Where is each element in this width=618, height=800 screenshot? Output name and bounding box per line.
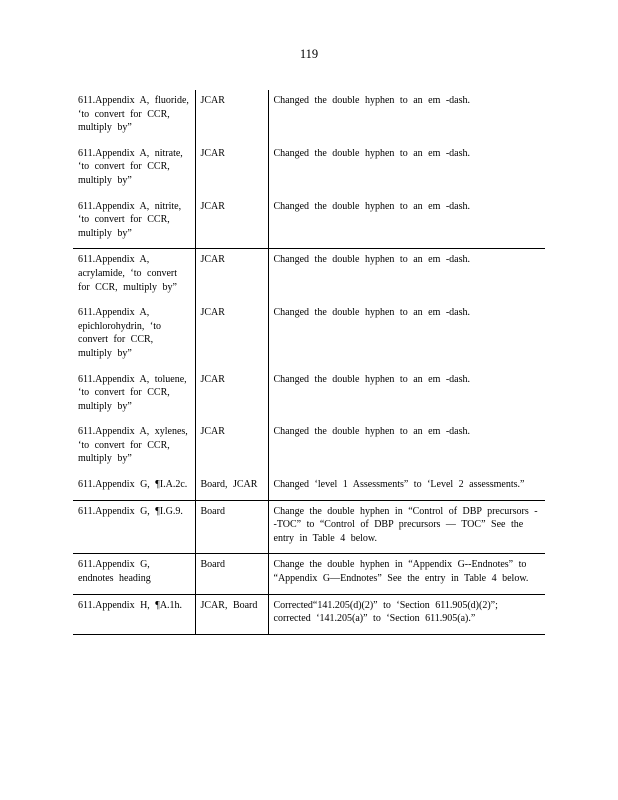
section-cell: 611.Appendix A, xylenes, ‘to convert for CCR, multiply by” [78,426,188,465]
source-cell: Board [195,554,268,594]
section-cell: 611.Appendix H, ¶A.1h. [73,594,195,634]
table-row [73,594,545,634]
page-number: 119 [299,47,319,61]
source-cell: JCAR [195,369,268,422]
section-cell: 611.Appendix A, acrylamide, ‘to convert for CCR, multiply by” [78,254,178,293]
section-cell: 611.Appendix A, epichlorohydrin, ‘to convert for CCR, multiply by” [78,307,161,359]
change-cell: Changed the double hyphen to an em -dash. [268,196,545,249]
table-row [73,196,545,249]
section-cell: 611.Appendix G, ¶I.G.9. [73,500,195,554]
change-cell: Corrected“141.205(d)(2)” to ‘Section 611.905(d)(2)”; corrected ‘141.205(a)” to ‘Section 611.905(a).” [268,594,545,634]
change-cell: Changed the double hyphen to an em -dash. [268,421,545,474]
change-cell: Changed the double hyphen to an em -dash. [268,143,545,196]
table-row [73,249,545,302]
source-cell: Board, JCAR [195,474,268,500]
change-cell: Change the double hyphen in “Control of DBP precursors --TOC” to “Control of DBP precursors — TOC” See the entry in Table 4 below. [268,500,545,554]
section-cell: 611.Appendix A, nitrite, ‘to convert for CCR, multiply by” [73,196,195,249]
table-row [73,500,545,554]
table-row [73,369,545,422]
source-cell: Board [195,500,268,554]
source-cell: JCAR [195,302,268,368]
change-cell: Changed ‘level 1 Assessments” to ‘Level 2 assessments.” [268,474,545,500]
section-cell: 611.Appendix A, toluene, ‘to convert for CCR, multiply by” [78,373,187,412]
source-cell: JCAR [195,196,268,249]
source-cell: JCAR [195,90,268,143]
table-row [73,554,545,594]
source-cell: JCAR [195,421,268,474]
section-cell: 611.Appendix G, ¶I.A.2c. [73,474,195,500]
errata-table [73,90,545,635]
section-cell: 611.Appendix G, endnotes heading [73,554,195,594]
change-cell: Changed the double hyphen to an em -dash. [268,302,545,368]
table-row [73,421,545,474]
table-row [73,90,545,143]
change-cell: Change the double hyphen in “Appendix G--Endnotes” to “Appendix G—Endnotes” See the entry in Table 4 below. [268,554,545,594]
table-row [73,143,545,196]
section-cell: 611.Appendix A, nitrate, ‘to convert for CCR, multiply by” [78,147,183,186]
source-cell: JCAR, Board [195,594,268,634]
change-cell: Changed the double hyphen to an em -dash. [268,369,545,422]
source-cell: JCAR [195,143,268,196]
change-cell: Changed the double hyphen to an em -dash. [268,249,545,302]
section-cell: 611.Appendix A, fluoride, ‘to convert for CCR, multiply by” [78,95,189,134]
table-row [73,474,545,500]
table-row [73,302,545,368]
source-cell: JCAR [195,249,268,302]
change-cell: Changed the double hyphen to an em -dash. [268,90,545,143]
